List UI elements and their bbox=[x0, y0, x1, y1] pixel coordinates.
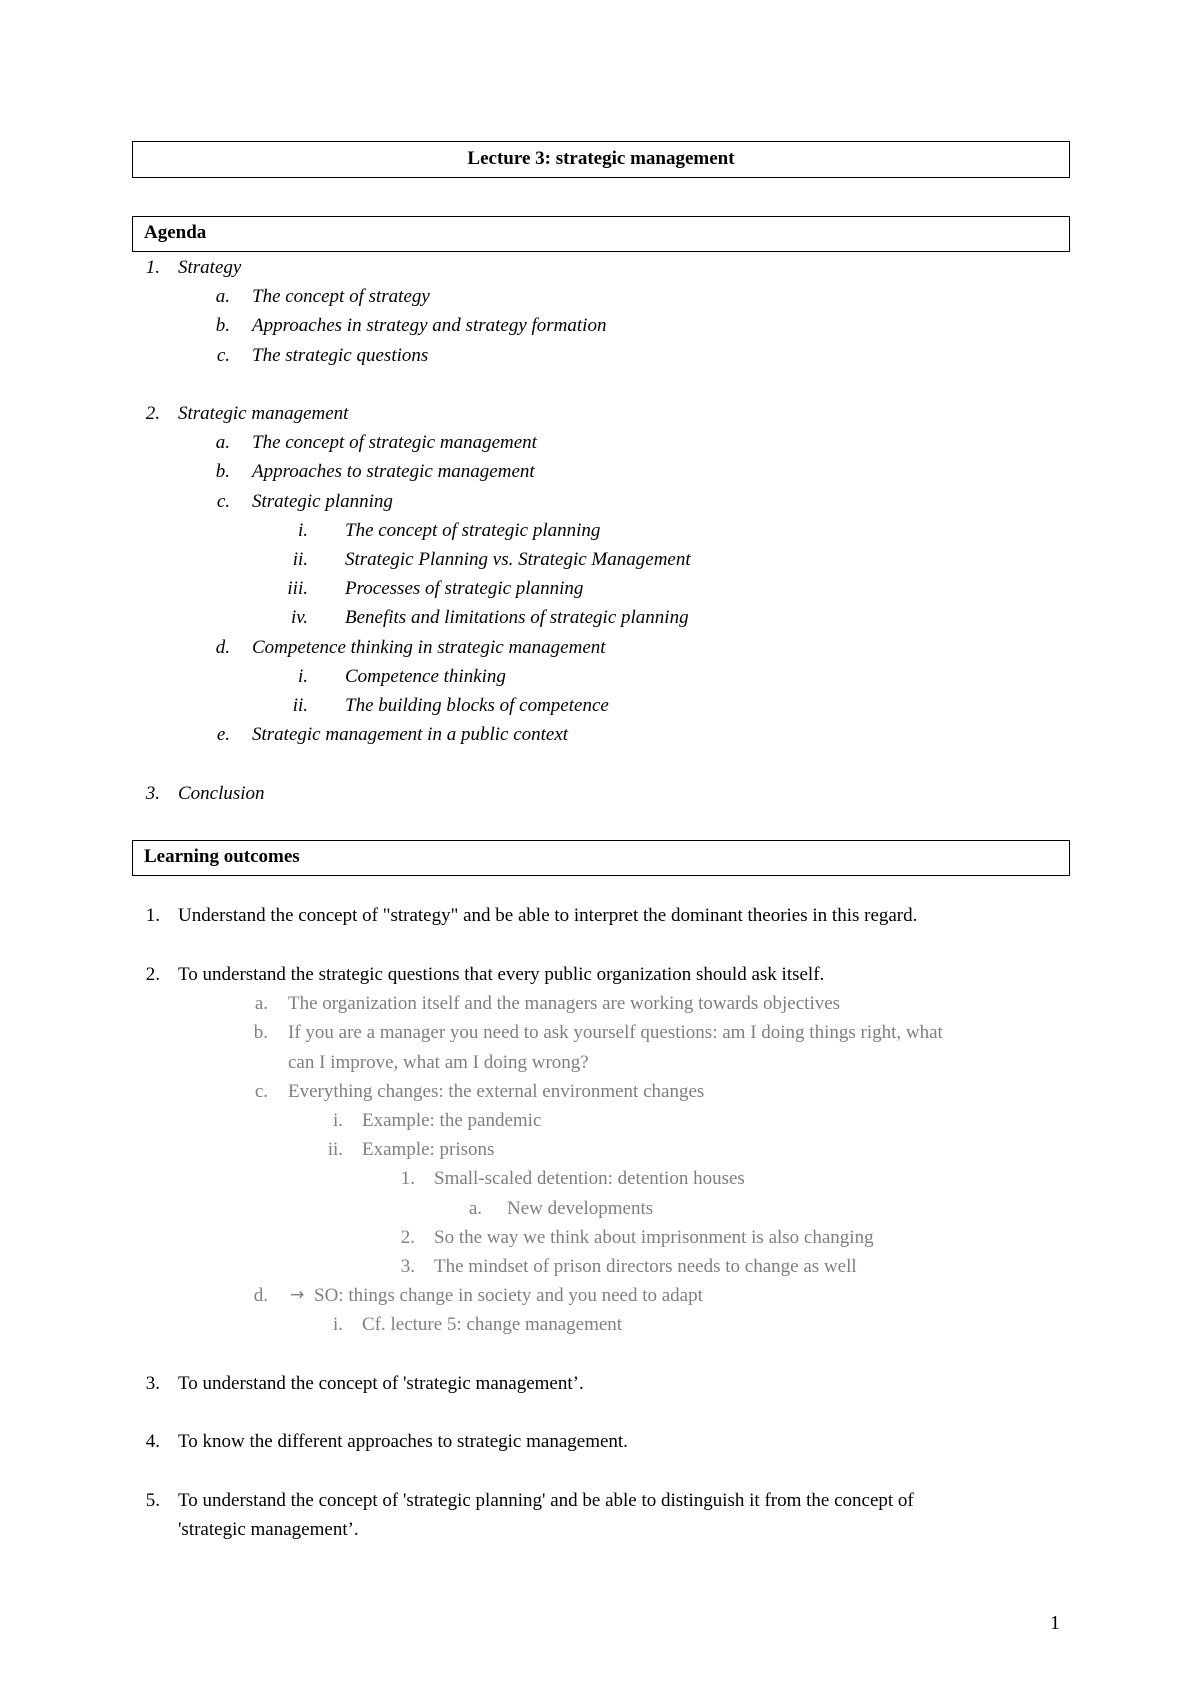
learning-outcomes-heading: Learning outcomes bbox=[132, 840, 1070, 876]
lecture-title: Lecture 3: strategic management bbox=[132, 141, 1070, 178]
agenda-heading: Agenda bbox=[132, 216, 1070, 252]
arrow-right-icon: → bbox=[290, 1285, 305, 1305]
page-number: 1 bbox=[1050, 1612, 1060, 1634]
